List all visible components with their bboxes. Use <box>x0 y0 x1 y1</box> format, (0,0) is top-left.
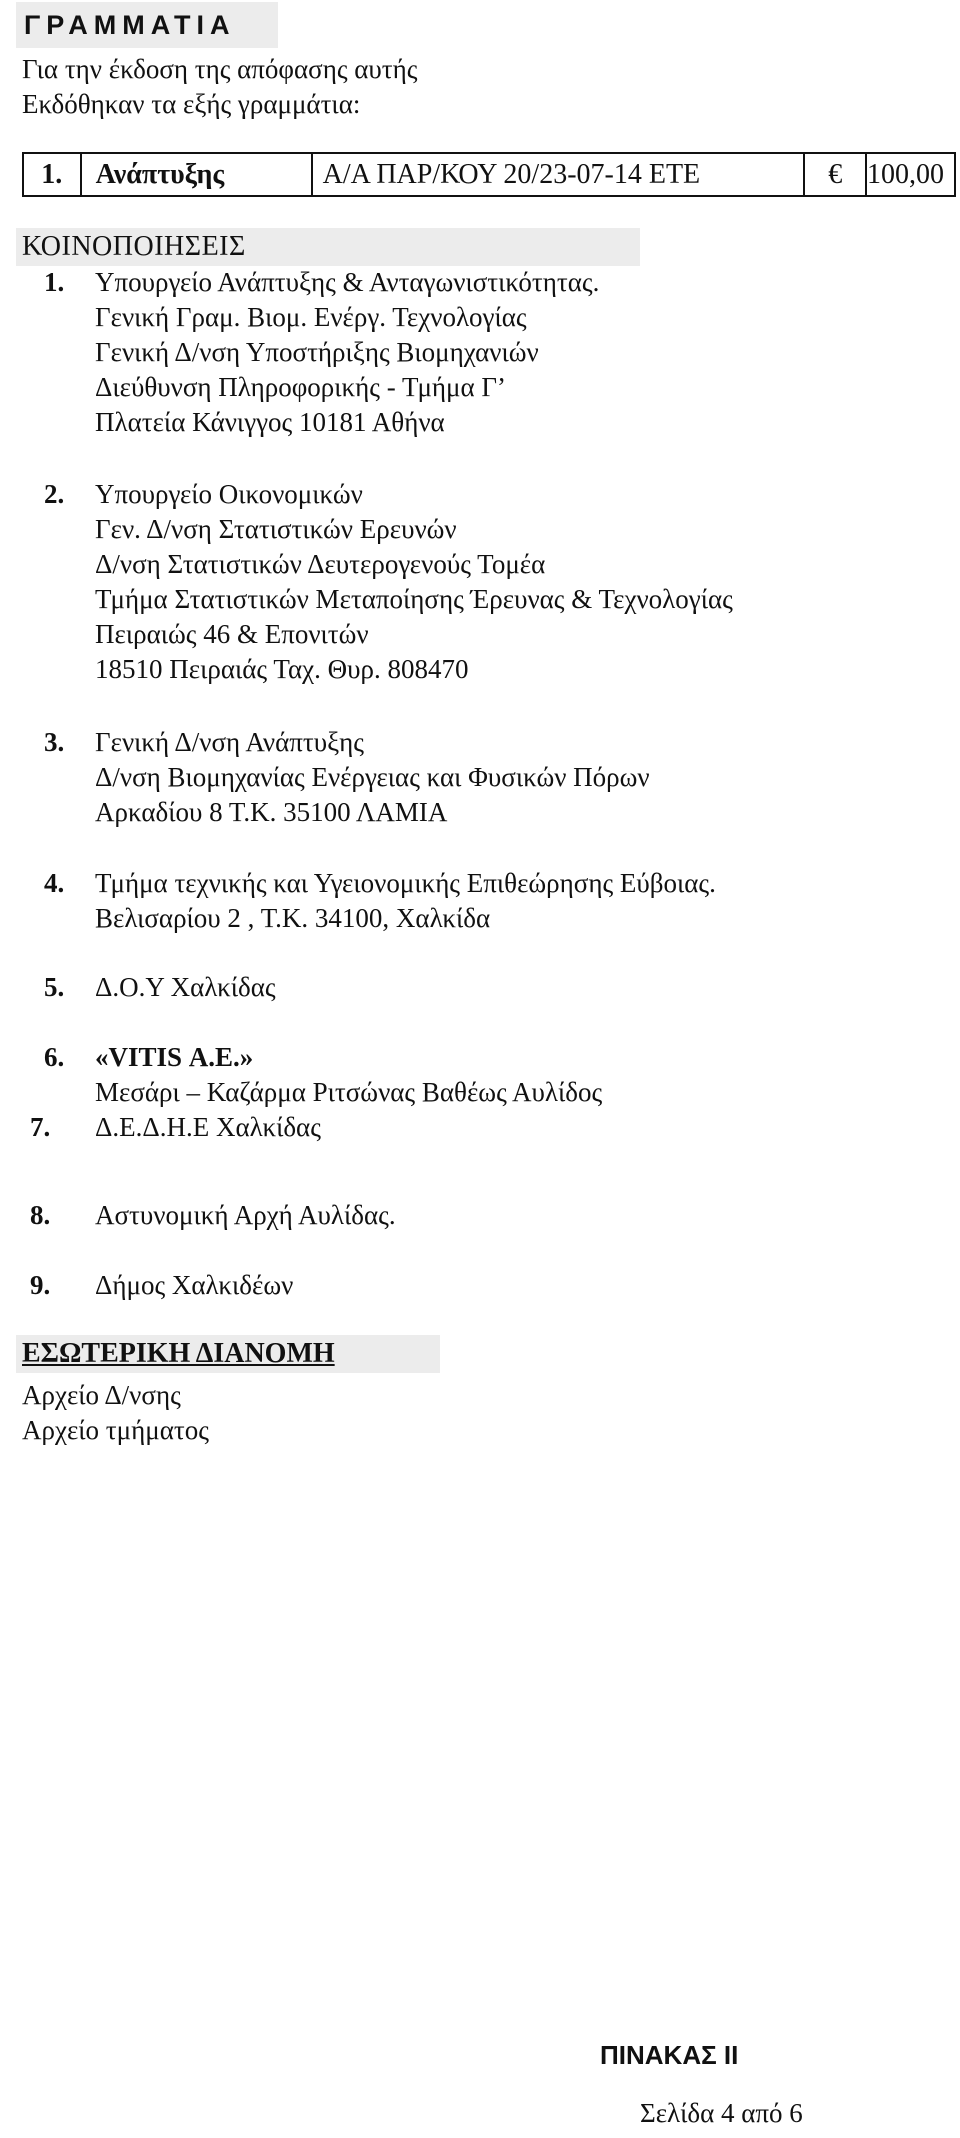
intro-line: Εκδόθηκαν τα εξής γραμμάτια: <box>22 89 361 119</box>
recipient-line: Γενική Γραμ. Βιομ. Ενέργ. Τεχνολογίας <box>95 302 527 332</box>
internal-distribution-list <box>22 1378 209 1448</box>
recipient-line: Τμήμα τεχνικής και Υγειονομικής Επιθεώρησης Εύβοιας. <box>95 868 716 898</box>
recipient-line: Διεύθυνση Πληροφορικής - Τμήμα Γ’ <box>95 372 507 402</box>
ticket-name: Ανάπτυξης <box>81 153 312 196</box>
recipient-number: 6. <box>44 1042 65 1072</box>
recipient-line: Τμήμα Στατιστικών Μεταποίησης Έρευνας & Τεχνολογίας <box>95 584 733 614</box>
recipient-number: 1. <box>44 267 65 297</box>
recipient-line: Υπουργείο Ανάπτυξης & Ανταγωνιστικότητας. <box>95 267 600 297</box>
recipient-line: Πειραιώς 46 & Επονιτών <box>95 619 369 649</box>
recipient-line: Μεσάρι – Καζάρμα Ριτσώνας Βαθέως Αυλίδος <box>95 1077 603 1107</box>
internal-distribution-line: Αρχείο τμήματος <box>22 1415 209 1445</box>
koinopoiiseis-title: ΚΟΙΝΟΠΟΙΗΣΕΙΣ <box>16 228 640 266</box>
tickets-table <box>22 152 956 197</box>
section-heading-grammatia: ΓΡΑΜΜΑΤΙΑ <box>16 2 278 48</box>
ticket-amount: 100,00 <box>866 153 955 196</box>
internal-distribution-line: Αρχείο Δ/νσης <box>22 1380 181 1410</box>
ticket-reference: Α/Α ΠΑΡ/ΚΟΥ 20/23-07-14 ΕΤΕ <box>312 153 805 196</box>
recipient-line: Δ/νση Βιομηχανίας Ενέργειας και Φυσικών Πόρων <box>95 762 650 792</box>
intro-line: Για την έκδοση της απόφασης αυτής <box>22 54 418 84</box>
recipient-line: 18510 Πειραιάς Ταχ. Θυρ. 808470 <box>95 654 469 684</box>
recipient-line: Υπουργείο Οικονομικών <box>95 479 363 509</box>
recipient-line: Γεν. Δ/νση Στατιστικών Ερευνών <box>95 514 457 544</box>
recipient-number: 9. <box>30 1270 51 1300</box>
recipient-number: 8. <box>30 1200 51 1230</box>
table-row <box>23 153 955 196</box>
recipient-line: Δ.Ε.Δ.Η.Ε Χαλκίδας <box>95 1112 321 1142</box>
recipient-line: Πλατεία Κάνιγγος 10181 Αθήνα <box>95 407 445 437</box>
recipient-line: «VITIS Α.Ε.» <box>95 1042 254 1072</box>
recipient-line: Γενική Δ/νση Υποστήριξης Βιομηχανιών <box>95 337 539 367</box>
recipient-line: Βελισαρίου 2 , Τ.Κ. 34100, Χαλκίδα <box>95 903 491 933</box>
intro-text <box>22 52 417 122</box>
recipient-number: 4. <box>44 868 65 898</box>
recipient-line: Δ/νση Στατιστικών Δευτερογενούς Τομέα <box>95 549 546 579</box>
recipient-number: 3. <box>44 727 65 757</box>
recipient-line: Δήμος Χαλκιδέων <box>95 1270 294 1300</box>
page-number: Σελίδα 4 από 6 <box>640 2098 803 2128</box>
recipient-number: 7. <box>30 1112 51 1142</box>
recipient-line: Αστυνομική Αρχή Αυλίδας. <box>95 1200 396 1230</box>
recipient-number: 5. <box>44 972 65 1002</box>
recipient-number: 2. <box>44 479 65 509</box>
table-title: ΠΙΝΑΚΑΣ ΙΙ <box>600 2040 739 2070</box>
recipient-line: Αρκαδίου 8 Τ.Κ. 35100 ΛΑΜΙΑ <box>95 797 448 827</box>
ticket-currency: € <box>804 153 866 196</box>
esoteriki-dianomi-title: ΕΣΩΤΕΡΙΚΗ ΔΙΑΝΟΜΗ <box>16 1335 440 1373</box>
ticket-number: 1. <box>23 153 81 196</box>
recipient-line: Γενική Δ/νση Ανάπτυξης <box>95 727 364 757</box>
recipient-line: Δ.Ο.Υ Χαλκίδας <box>95 972 276 1002</box>
